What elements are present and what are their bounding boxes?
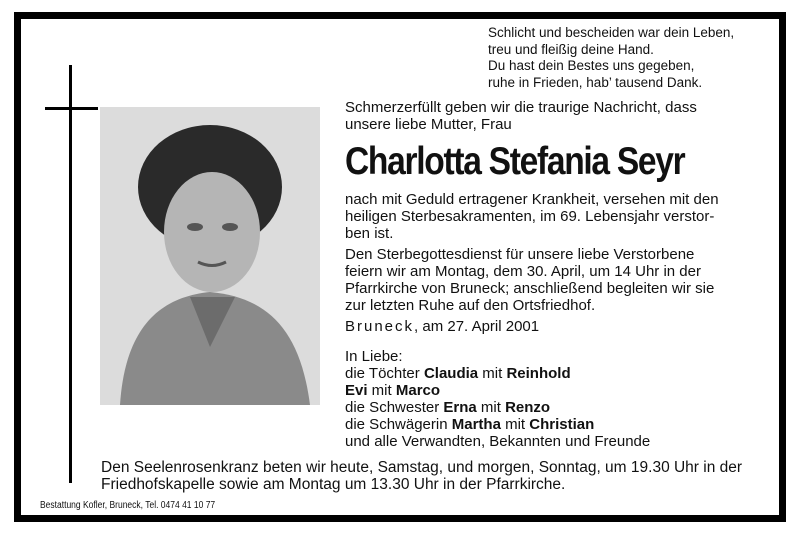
text-line: nach mit Geduld ertragener Krankheit, versehen mit den [345,191,719,208]
place: Bruneck [345,318,415,335]
text-line: ben ist. [345,225,394,242]
name: Claudia [423,365,479,382]
mourner-line: und alle Verwandten, Bekannten und Freunde [345,433,651,450]
text-line: feiern wir am Montag, dem 30. April, um 14 Uhr in der [345,263,701,280]
date: , am 27. April 2001 [414,318,540,335]
rosary-text [101,459,742,493]
death-text [345,191,719,242]
text: die Schwester [345,399,444,416]
service-text [345,246,714,314]
portrait-photo [100,107,320,405]
name: Christian [529,416,595,433]
text-line: Schmerzerfüllt geben wir die traurige Nachricht, dass [345,99,697,116]
poem-line: ruhe in Frieden, hab’ tausend Dank. [488,74,703,90]
text-line: Pfarrkirche von Bruneck; anschließend begleiten wir sie [345,280,715,297]
name: Martha [451,416,501,433]
text-line: heiligen Sterbesakramenten, im 69. Lebensjahr verstor- [345,208,715,225]
text-line: Friedhofskapelle sowie am Montag um 13.30 Uhr in der Pfarrkirche. [101,476,566,493]
poem-line: Schlicht und bescheiden war dein Leben, [488,25,735,40]
name: Evi [345,382,368,399]
text: mit [478,365,507,382]
poem-line: treu und fleißig deine Hand. [488,41,654,57]
text: die Schwägerin [345,416,452,433]
mourner-line [345,416,650,433]
text-line: zur letzten Ruhe auf den Ortsfriedhof. [345,297,596,314]
cross-bar [45,107,98,110]
mourners-intro: In Liebe: [345,348,403,365]
poem [488,25,734,91]
cross-icon [69,65,72,483]
text: mit [476,399,506,416]
mourner-line [345,382,650,399]
name: Marco [395,382,441,399]
text: mit [500,416,530,433]
mourners [345,348,650,450]
name: Renzo [505,399,551,416]
poem-line: Du hast dein Bestes uns gegeben, [488,58,695,73]
text: die Töchter [345,365,424,382]
mourner-line [345,399,650,416]
intro-text [345,99,697,133]
mourner-line [345,365,650,382]
text-line: Den Sterbegottesdienst für unsere liebe Verstorbene [345,246,695,263]
funeral-home-footer: Bestattung Kofler, Bruneck, Tel. 0474 41 10 77 [40,500,216,511]
deceased-name: Charlotta Stefania Seyr [345,140,685,183]
name: Reinhold [506,365,571,382]
text: mit [367,382,396,399]
place-date [345,318,539,335]
text-line: unsere liebe Mutter, Frau [345,116,512,133]
text-line: Den Seelenrosenkranz beten wir heute, Samstag, und morgen, Sonntag, um 19.30 Uhr in der [101,459,743,476]
name: Erna [443,399,477,416]
